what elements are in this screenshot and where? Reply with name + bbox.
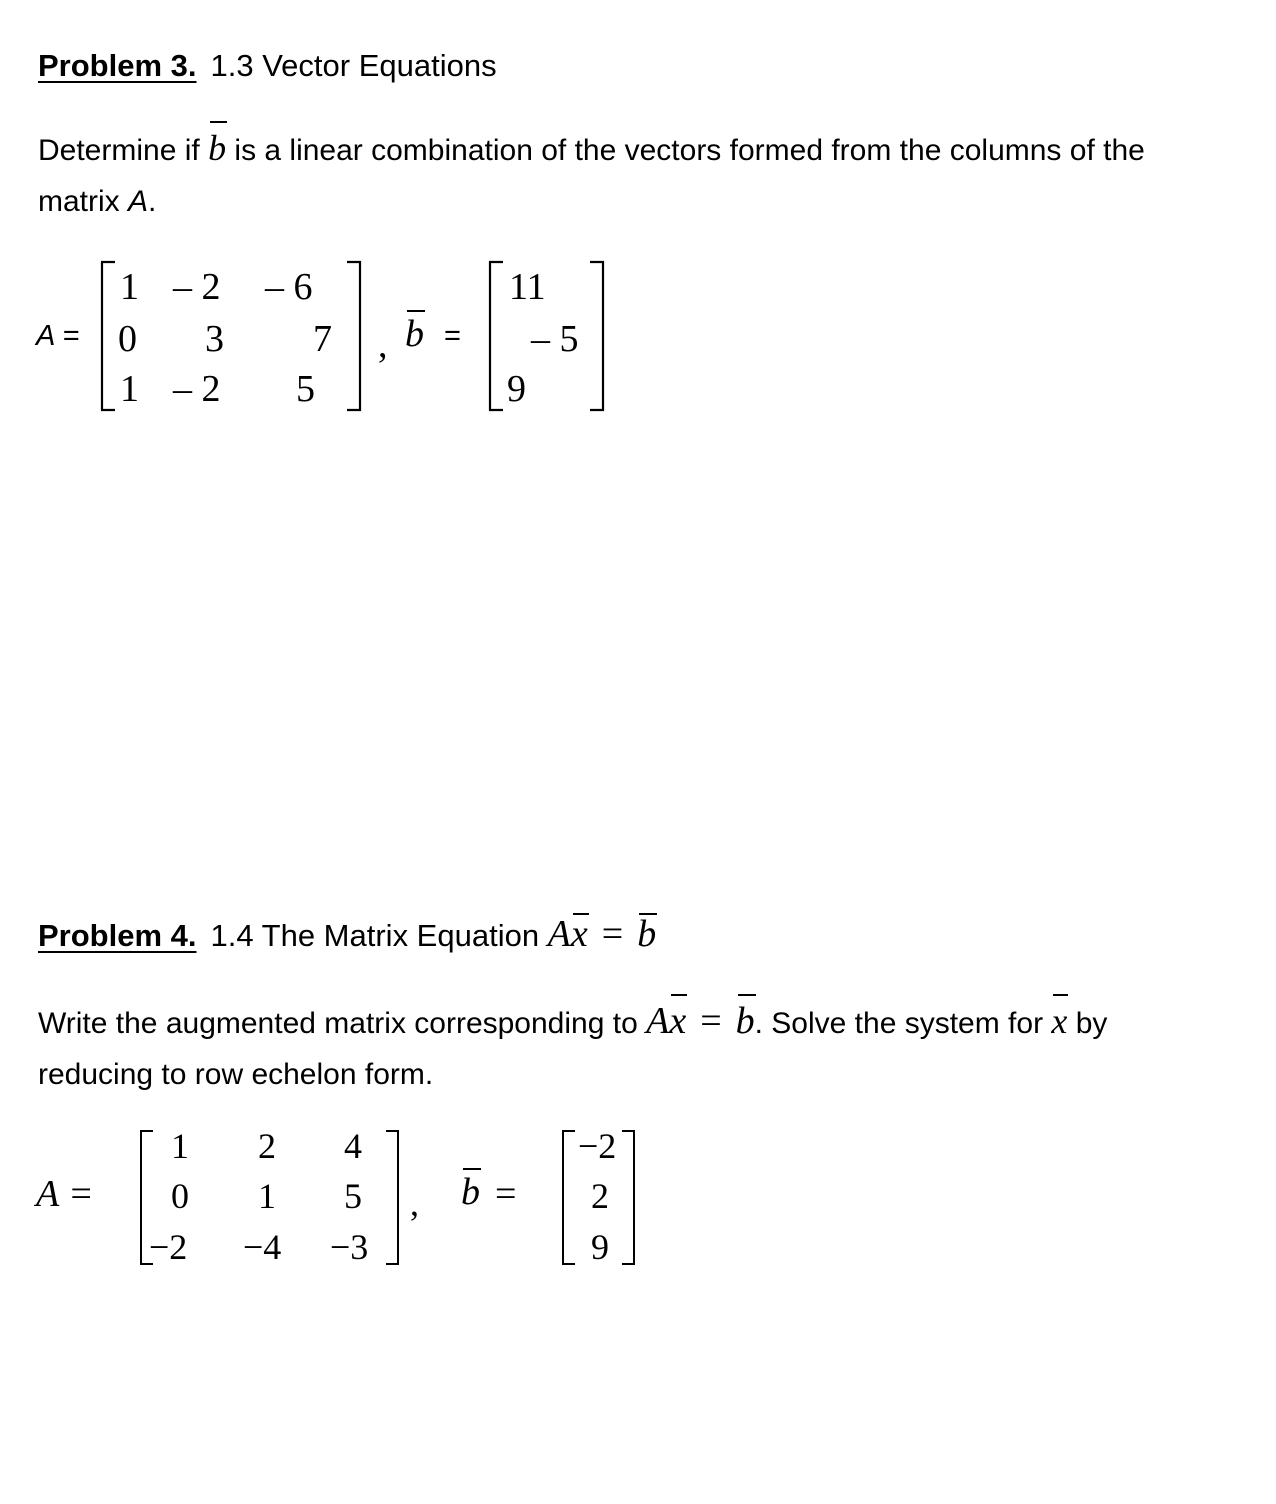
problem-4-heading: Problem 4. 1.4 The Matrix Equation Ax = b: [38, 913, 657, 955]
matrix-a-cell: – 2: [173, 266, 221, 308]
matrix-a-cell: – 2: [173, 368, 221, 410]
separator-comma: ,: [410, 1183, 419, 1223]
matrix-a-cell: 1: [258, 1176, 276, 1216]
matrix-a-cell: 5: [344, 1176, 362, 1216]
problem-3-number: Problem 3.: [38, 48, 197, 83]
matrix-a-cell: 2: [258, 1126, 276, 1166]
matrix-a-cell: – 6: [265, 266, 313, 308]
vector-b-symbol: b: [208, 123, 226, 174]
matrix-a-cell: 4: [344, 1126, 362, 1166]
problem-3-instruction: Determine if b is a linear combination of the vectors formed from the columns of the matrix A.: [38, 123, 1228, 227]
matrix-a-cell: 7: [313, 318, 332, 360]
problem-4-number: Problem 4.: [38, 918, 197, 953]
vector-b-cell: 9: [591, 1227, 609, 1267]
matrix-a-cell: 3: [205, 318, 224, 360]
matrix-a-cell: 0: [118, 318, 137, 360]
separator-comma: ,: [378, 324, 388, 366]
matrix-a-cell: 5: [296, 368, 315, 410]
vector-b-label: b: [461, 1171, 480, 1213]
vector-b-cell: 9: [507, 368, 526, 410]
problem-3-title: 1.3 Vector Equations: [210, 48, 497, 83]
problem-4-title: 1.4 The Matrix Equation: [210, 918, 548, 953]
matrix-a-cell: 1: [171, 1126, 189, 1166]
vector-b-cell: 2: [591, 1176, 609, 1216]
matrix-a-cell: 0: [171, 1176, 189, 1216]
vector-b-cell: – 5: [531, 318, 579, 360]
matrix-a-cell: −2: [149, 1227, 188, 1267]
matrix-a-cell: 1: [120, 368, 139, 410]
matrix-a-symbol: A: [128, 185, 149, 218]
matrix-a-label: A =: [36, 320, 80, 352]
matrix-a-cell: −3: [330, 1227, 369, 1267]
vector-b-cell: −2: [578, 1126, 617, 1166]
matrix-a-cell: −4: [243, 1227, 282, 1267]
vector-b-cell: 11: [509, 266, 546, 308]
matrix-a-cell: 1: [120, 266, 139, 308]
vector-b-equals: =: [444, 320, 461, 352]
vector-b-label: b: [405, 313, 424, 355]
problem-4-instruction: Write the augmented matrix corresponding to Ax = b. Solve the system for x by reducing to row echelon form.: [38, 996, 1228, 1100]
vector-b-equals: =: [495, 1173, 517, 1215]
matrix-a-label: A =: [36, 1173, 94, 1215]
